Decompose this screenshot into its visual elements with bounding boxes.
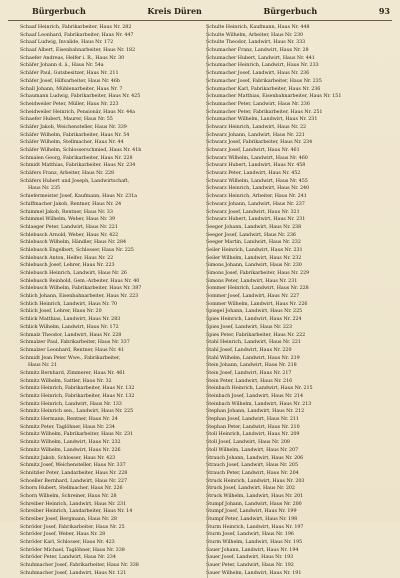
list-item: Seeger Johann, Landwirt, Haus Nr. 238 <box>206 223 302 230</box>
list-item: Haus Nr. 235 <box>28 185 61 192</box>
list-item: Sauer Wilhelm, Landwirt, Haus Nr. 191 <box>206 569 302 576</box>
list-item: Steinbach Josef, Landwirt, Haus Nr. 214 <box>206 393 304 399</box>
list-item: Steinbach Wilhelm, Landwirt, Haus Nr. 213 <box>206 400 312 407</box>
list-item: Schreiber Heinrich, Landwirt, Haus Nr. 231 <box>20 500 127 507</box>
list-item: Schreiber Josef, Bergmann, Haus Nr. 28 <box>20 516 117 522</box>
list-item: Schlick Matthias, Landwirt, Haus Nr. 283 <box>20 316 121 323</box>
list-item: Schmitz Heinrich, Landwirt, Haus Nr. 133 <box>20 400 122 407</box>
list-item: Schlebusch Reinhold, Gem.-Arbeiter, Haus Nr. 40 <box>20 277 140 284</box>
list-item: Stoll Josef, Landwirt, Haus Nr. 208 <box>206 439 290 446</box>
list-item: Schwarz Wilhelm, Landwirt, Haus Nr. 455 <box>206 177 308 184</box>
list-item: Schaaf Ludwig, Invalide, Haus Nr. 172 <box>20 39 114 46</box>
list-item: Scheidweiler Heinrich, Pensionär, Haus Nr. 44a <box>20 108 135 115</box>
list-item: Schäfer Wilhelm, Schlosserschmied, Haus Nr. 41b <box>20 147 142 153</box>
list-item: Schröder Josef, Weber, Haus Nr. 28 <box>20 531 106 538</box>
list-item: Sauer Johann, Landwirt, Haus Nr. 194 <box>206 546 299 553</box>
list-item: Schlebusch Engelbert, Schlosser, Haus Nr. 225 <box>20 246 134 253</box>
list-item: Seiler Heinrich, Landwirt, Haus Nr. 231 <box>206 246 303 253</box>
list-item: Schmalen Georg, Fabrikarbeiter, Haus Nr. 228 <box>20 154 133 161</box>
list-item: Schimmel Jakob, Rentner, Haus Nr. 33 <box>20 208 113 215</box>
list-item: Schwarz Heinrich, Arbeiter, Haus Nr. 241 <box>206 193 307 200</box>
list-item: Schaaf Leonhard, Fabrikarbeiter, Haus Nr. 447 <box>20 31 134 38</box>
list-item: Schmitz Wilhelm, Sattler, Haus Nr. 32 <box>20 377 112 384</box>
list-item: Spies Josef, Landwirt, Haus Nr. 223 <box>206 323 292 330</box>
right-column <box>206 24 392 578</box>
list-item: Schäfer Josef, Hilfsarbeiter, Haus Nr. 46b <box>20 77 120 84</box>
list-item: Struck Wilhelm, Landwirt, Haus Nr. 201 <box>206 492 304 499</box>
list-item: Spiegel Johann, Landwirt, Haus Nr. 225 <box>206 308 303 315</box>
list-item: Schmitz Bernhard, Zimmerer, Haus Nr. 461 <box>20 369 126 376</box>
list-item: Schumacher Heinrich, Landwirt, Haus Nr. 233 <box>206 62 319 69</box>
list-item: Schmalzer Leonhard, Rentner, Haus Nr. 41 <box>20 346 125 353</box>
list-item: Steinbach Heinrich, Landwirt, Haus Nr. 215 <box>206 385 313 392</box>
list-item: Schäfer Paul, Gutsbesitzer, Haus Nr. 211 <box>20 70 119 77</box>
list-item: Schlich Johann, Eisenbahnarbeiter, Haus Nr. 223 <box>20 293 139 300</box>
list-item: Schmitz Jakob, Schlosser, Haus Nr. 423 <box>20 454 116 461</box>
list-item: Struck Josef, Landwirt, Haus Nr. 202 <box>206 485 295 492</box>
list-item: Schlebusch Arnold, Weber, Haus Nr. 422 <box>20 231 119 238</box>
list-item: Schorn Hubert, Stellmacher, Haus Nr. 226 <box>20 485 123 492</box>
list-item: Schuhmacher Josef, Fabrikarbeiter, Haus Nr. 338 <box>20 562 139 569</box>
list-item: Simons Josef, Fabrikarbeiter, Haus Nr. 229 <box>206 270 310 276</box>
list-item: Sommer Wilhelm, Landwirt, Haus Nr. 226 <box>206 300 308 307</box>
list-item: Schaefer Andreas, Helfer i. R., Haus Nr. 30 <box>20 54 125 61</box>
list-item: Schröder Michael, Taglöhner, Haus Nr. 338 <box>20 546 125 553</box>
list-item: Schumacher Peter, Landwirt, Haus Nr. 236 <box>206 100 310 107</box>
list-item: Schwarz Hubert, Landwirt, Haus Nr. 458 <box>206 162 306 169</box>
list-item: Schäfer Jakob, Weichensteller, Haus Nr. 339 <box>20 123 127 130</box>
list-item: Schaaf Albert, Eisenbahnarbeiter, Haus Nr. 182 <box>20 47 136 54</box>
list-item: Schwarz Wilhelm, Landwirt, Haus Nr. 460 <box>206 154 308 161</box>
column-divider <box>207 24 208 578</box>
list-item: Schmitz Wilhelm, Landwirt, Haus Nr. 232 <box>20 439 121 446</box>
list-item: Schlebusch Wilhelm, Fabrikarbeiter, Haus Nr. 387 <box>20 285 142 292</box>
list-item: Sauer Josef, Landwirt, Haus Nr. 193 <box>206 554 294 561</box>
list-item: Sommer Josef, Landwirt, Haus Nr. 227 <box>206 293 300 300</box>
list-item: Schwarz Josef, Fabrikarbeiter, Haus Nr. 234 <box>206 139 313 146</box>
header-center: Kreis Düren <box>147 6 202 16</box>
list-item: Schwarz Peter, Landwirt, Haus Nr. 452 <box>206 170 301 177</box>
list-item: Stephan Johann, Landwirt, Haus Nr. 212 <box>206 408 305 415</box>
list-item: Stahl Heinrich, Landwirt, Haus Nr. 221 <box>206 339 301 346</box>
list-item: Stumpf Johann, Landwirt, Haus Nr. 200 <box>206 500 302 507</box>
list-item: Schumacher Josef, Fabrikarbeiter, Haus Nr. 235 <box>206 77 322 84</box>
list-item: Schwarz Johann, Landwirt, Haus Nr. 237 <box>206 200 305 207</box>
header-left: Bürgerbuch <box>32 6 86 16</box>
list-item: Sturm Josef, Landwirt, Haus Nr. 196 <box>206 531 294 538</box>
list-item: Schmitz Heinrich, Fabrikarbeiter, Haus Nr. 132 <box>20 393 135 399</box>
header-right: Bürgerbuch <box>263 6 318 16</box>
list-item: Schäfer Wilhelm, Stellmacher, Haus Nr. 44 <box>20 139 124 146</box>
page-number: 93 <box>378 6 390 16</box>
list-item: Schmalzer Paul, Fabrikarbeiter, Haus Nr. 337 <box>20 339 130 346</box>
list-item: Stephan Josef, Landwirt, Haus Nr. 211 <box>206 416 299 423</box>
list-item: Stahl Josef, Landwirt, Haus Nr. 220 <box>206 346 292 353</box>
list-item: Strauch Johann, Landwirt, Haus Nr. 206 <box>206 454 304 461</box>
list-item: Schwarz Josef, Landwirt, Haus Nr. 461 <box>206 147 300 153</box>
list-item: Schlebusch Heinrich, Landwirt, Haus Nr. 26 <box>20 270 127 276</box>
list-item: Stein Josef, Landwirt, Haus Nr. 217 <box>206 369 292 376</box>
list-item: Schreiber Heinrich, Landarbeiter, Haus Nr. 14 <box>20 508 133 515</box>
list-item: Schumacher Matthias, Eisenbahnarbeiter, Haus Nr. 151 <box>206 93 342 100</box>
list-item: Schaefer Hubert, Maurer, Haus Nr. 55 <box>20 116 113 123</box>
list-item: Schumacher Hubert, Landwirt, Haus Nr. 441 <box>206 54 315 61</box>
list-item: Schnitzler Peter, Landarbeiter, Haus Nr. 228 <box>20 469 128 476</box>
list-item: Schmitz Wilhelm, Landwirt, Haus Nr. 226 <box>20 446 121 453</box>
list-item: Stumpf Peter, Landwirt, Haus Nr. 198 <box>206 516 298 522</box>
list-item: Schuhmacher Josef, Landwirt, Haus Nr. 121 <box>20 569 127 576</box>
list-item: Schaaf Heinrich, Fabrikarbeiter, Haus Nr. 282 <box>20 24 132 30</box>
list-item: Simons Johann, Landwirt, Haus Nr. 230 <box>206 262 302 269</box>
list-item: Schulte Wilhelm, Arbeiter, Haus Nr. 230 <box>206 31 304 38</box>
list-item: Sturm Wilhelm, Landwirt, Haus Nr. 195 <box>206 539 303 546</box>
list-item: Schäfers Franz, Arbeiter, Haus Nr. 228 <box>20 170 115 177</box>
list-item: Strauch Josef, Landwirt, Haus Nr. 205 <box>206 462 298 469</box>
list-item: Schmitz Josef, Weichensteller, Haus Nr. 337 <box>20 462 126 469</box>
list-item: Strauch Peter, Landwirt, Haus Nr. 204 <box>206 469 299 476</box>
list-item: Schorn Wilhelm, Schreiner, Haus Nr. 28 <box>20 492 117 499</box>
list-item: Schaumann Ludwig, Fabrikarbeiter, Haus Nr. 425 <box>20 93 141 100</box>
list-item: Schumacher Peter, Fabrikarbeiter, Haus Nr. 251 <box>206 108 323 115</box>
list-item: Schäfer Wilhelm, Fabrikarbeiter, Haus Nr. 54 <box>20 131 130 138</box>
list-item: Schumacher Josef, Landwirt, Haus Nr. 236 <box>206 70 310 77</box>
list-item: Schmidt Jean Peter Wwe., Fabrikarbeiter, <box>20 354 121 361</box>
list-item: Schmalz Theodor, Landwirt, Haus Nr. 228 <box>20 331 122 338</box>
list-item: Sommer Heinrich, Landwirt, Haus Nr. 228 <box>206 285 309 292</box>
list-item: Schulte Theodor, Landwirt, Haus Nr. 333 <box>206 39 306 46</box>
list-item: Struck Heinrich, Landwirt, Haus Nr. 203 <box>206 477 305 484</box>
list-item: Schiefermeister Josef, Kaufmann, Haus Nr. 231a <box>20 193 138 200</box>
list-item: Schulte Heinrich, Kaufmann, Haus Nr. 448 <box>206 24 310 30</box>
list-item: Schlebusch Anton, Helfer, Haus Nr. 22 <box>20 254 114 261</box>
left-column <box>8 24 206 578</box>
page-header <box>8 6 392 21</box>
list-item: Schumacher Franz, Landwirt, Haus Nr. 28 <box>206 47 309 54</box>
list-item: Schmitz Heinrich sen., Landwirt, Haus Nr. 225 <box>20 408 134 415</box>
list-item: Schäfers Hubert und Joseph, Landwirtschaft, <box>20 177 130 184</box>
list-item: Schmitz Peter, Taglöhner, Haus Nr. 234 <box>20 423 115 430</box>
list-item: Seeger Josef, Landwirt, Haus Nr. 236 <box>206 231 296 238</box>
list-item: Schwarz Heinrich, Landwirt, Haus Nr. 22 <box>206 123 307 130</box>
list-item: Schlick Wilhelm, Landwirt, Haus Nr. 172 <box>20 323 119 330</box>
list-item: Seeger Martin, Landwirt, Haus Nr. 232 <box>206 239 301 246</box>
list-item: Schlebusch Wilhelm, Händler, Haus Nr. 284 <box>20 239 127 246</box>
list-item: Schlaeger Peter, Landwirt, Haus Nr. 221 <box>20 223 118 230</box>
list-item: Stephan Peter, Landwirt, Haus Nr. 210 <box>206 423 300 430</box>
columns <box>8 24 392 578</box>
list-item: Schiffmacher Jakob, Rentner, Haus Nr. 24 <box>20 200 122 207</box>
list-item: Schoeller Bernhard, Landwirt, Haus Nr. 227 <box>20 477 127 484</box>
list-item: Schröder Peter, Landwirt, Haus Nr. 234 <box>20 554 116 561</box>
list-item: Schlich Heinrich, Landwirt, Haus Nr. 70 <box>20 300 118 307</box>
list-item: Sauer Peter, Landwirt, Haus Nr. 192 <box>206 562 294 569</box>
list-item: Stoll Wilhelm, Landwirt, Haus Nr. 207 <box>206 446 299 453</box>
list-item: Spies Peter, Fabrikarbeiter, Haus Nr. 222 <box>206 331 306 338</box>
list-item: Schäfer Johann d. ä., Haus Nr. 54a <box>20 62 104 69</box>
list-item: Schumacher Wilhelm, Landwirt, Haus Nr. 231 <box>206 116 318 123</box>
list-item: Spies Heinrich, Landwirt, Haus Nr. 224 <box>206 316 302 323</box>
list-item: Schröder Karl, Schlosser, Haus Nr. 423 <box>20 539 115 546</box>
list-item: Schwarz Josef, Landwirt, Haus Nr. 321 <box>206 208 300 215</box>
list-item: Schwarz Johann, Landwirt, Haus Nr. 221 <box>206 131 305 138</box>
list-item: Scheidweiler Peter, Müller, Haus Nr. 223 <box>20 100 119 107</box>
list-item: Schlich Josef, Lehrer, Haus Nr. 20 <box>20 308 102 315</box>
list-item: Schröder Josef, Fabrikarbeiter, Haus Nr. 25 <box>20 523 125 530</box>
list-item: Schimmel Wilhelm, Weber, Haus Nr. 39 <box>20 216 116 223</box>
list-item: Sturm Heinrich, Landwirt, Haus Nr. 197 <box>206 523 304 530</box>
list-item: Schlebusch Josef, Lehrer, Haus Nr. 223 <box>20 262 115 269</box>
list-item: Stoll Heinrich, Landwirt, Haus Nr. 209 <box>206 431 300 438</box>
list-item: Seiler Wilhelm, Landwirt, Haus Nr. 232 <box>206 254 302 261</box>
list-item: Stein Johann, Landwirt, Haus Nr. 218 <box>206 362 297 369</box>
list-item: Schmidt Matthias, Fabrikarbeiter, Haus Nr. 234 <box>20 162 136 169</box>
list-item: Stahl Wilhelm, Landwirt, Haus Nr. 219 <box>206 354 300 361</box>
list-item: Haus Nr. 21 <box>28 362 57 369</box>
list-item: Schwarz Heinrich, Landwirt, Haus Nr. 240 <box>206 185 310 192</box>
list-item: Simons Peter, Landwirt, Haus Nr. 231 <box>206 277 298 284</box>
list-item: Stein Peter, Landwirt, Haus Nr. 216 <box>206 377 293 384</box>
list-item: Schwarz Hubert, Landwirt, Haus Nr. 231 <box>206 216 306 223</box>
list-item: Stumpf Josef, Landwirt, Haus Nr. 199 <box>206 508 297 515</box>
list-item: Schmitz Hermann, Rentner, Haus Nr. 24 <box>20 416 118 423</box>
list-item: Schumacher Karl, Fabrikarbeiter, Haus Nr. 236 <box>206 85 321 92</box>
list-item: Schmitz Wilhelm, Fabrikarbeiter, Haus Nr. 231 <box>20 431 134 438</box>
list-item: Schmitz Heinrich, Fabrikarbeiter, Haus Nr. 132 <box>20 385 135 392</box>
list-item: Schall Johann, Mühlenarbeiter, Haus Nr. 7 <box>20 85 123 92</box>
